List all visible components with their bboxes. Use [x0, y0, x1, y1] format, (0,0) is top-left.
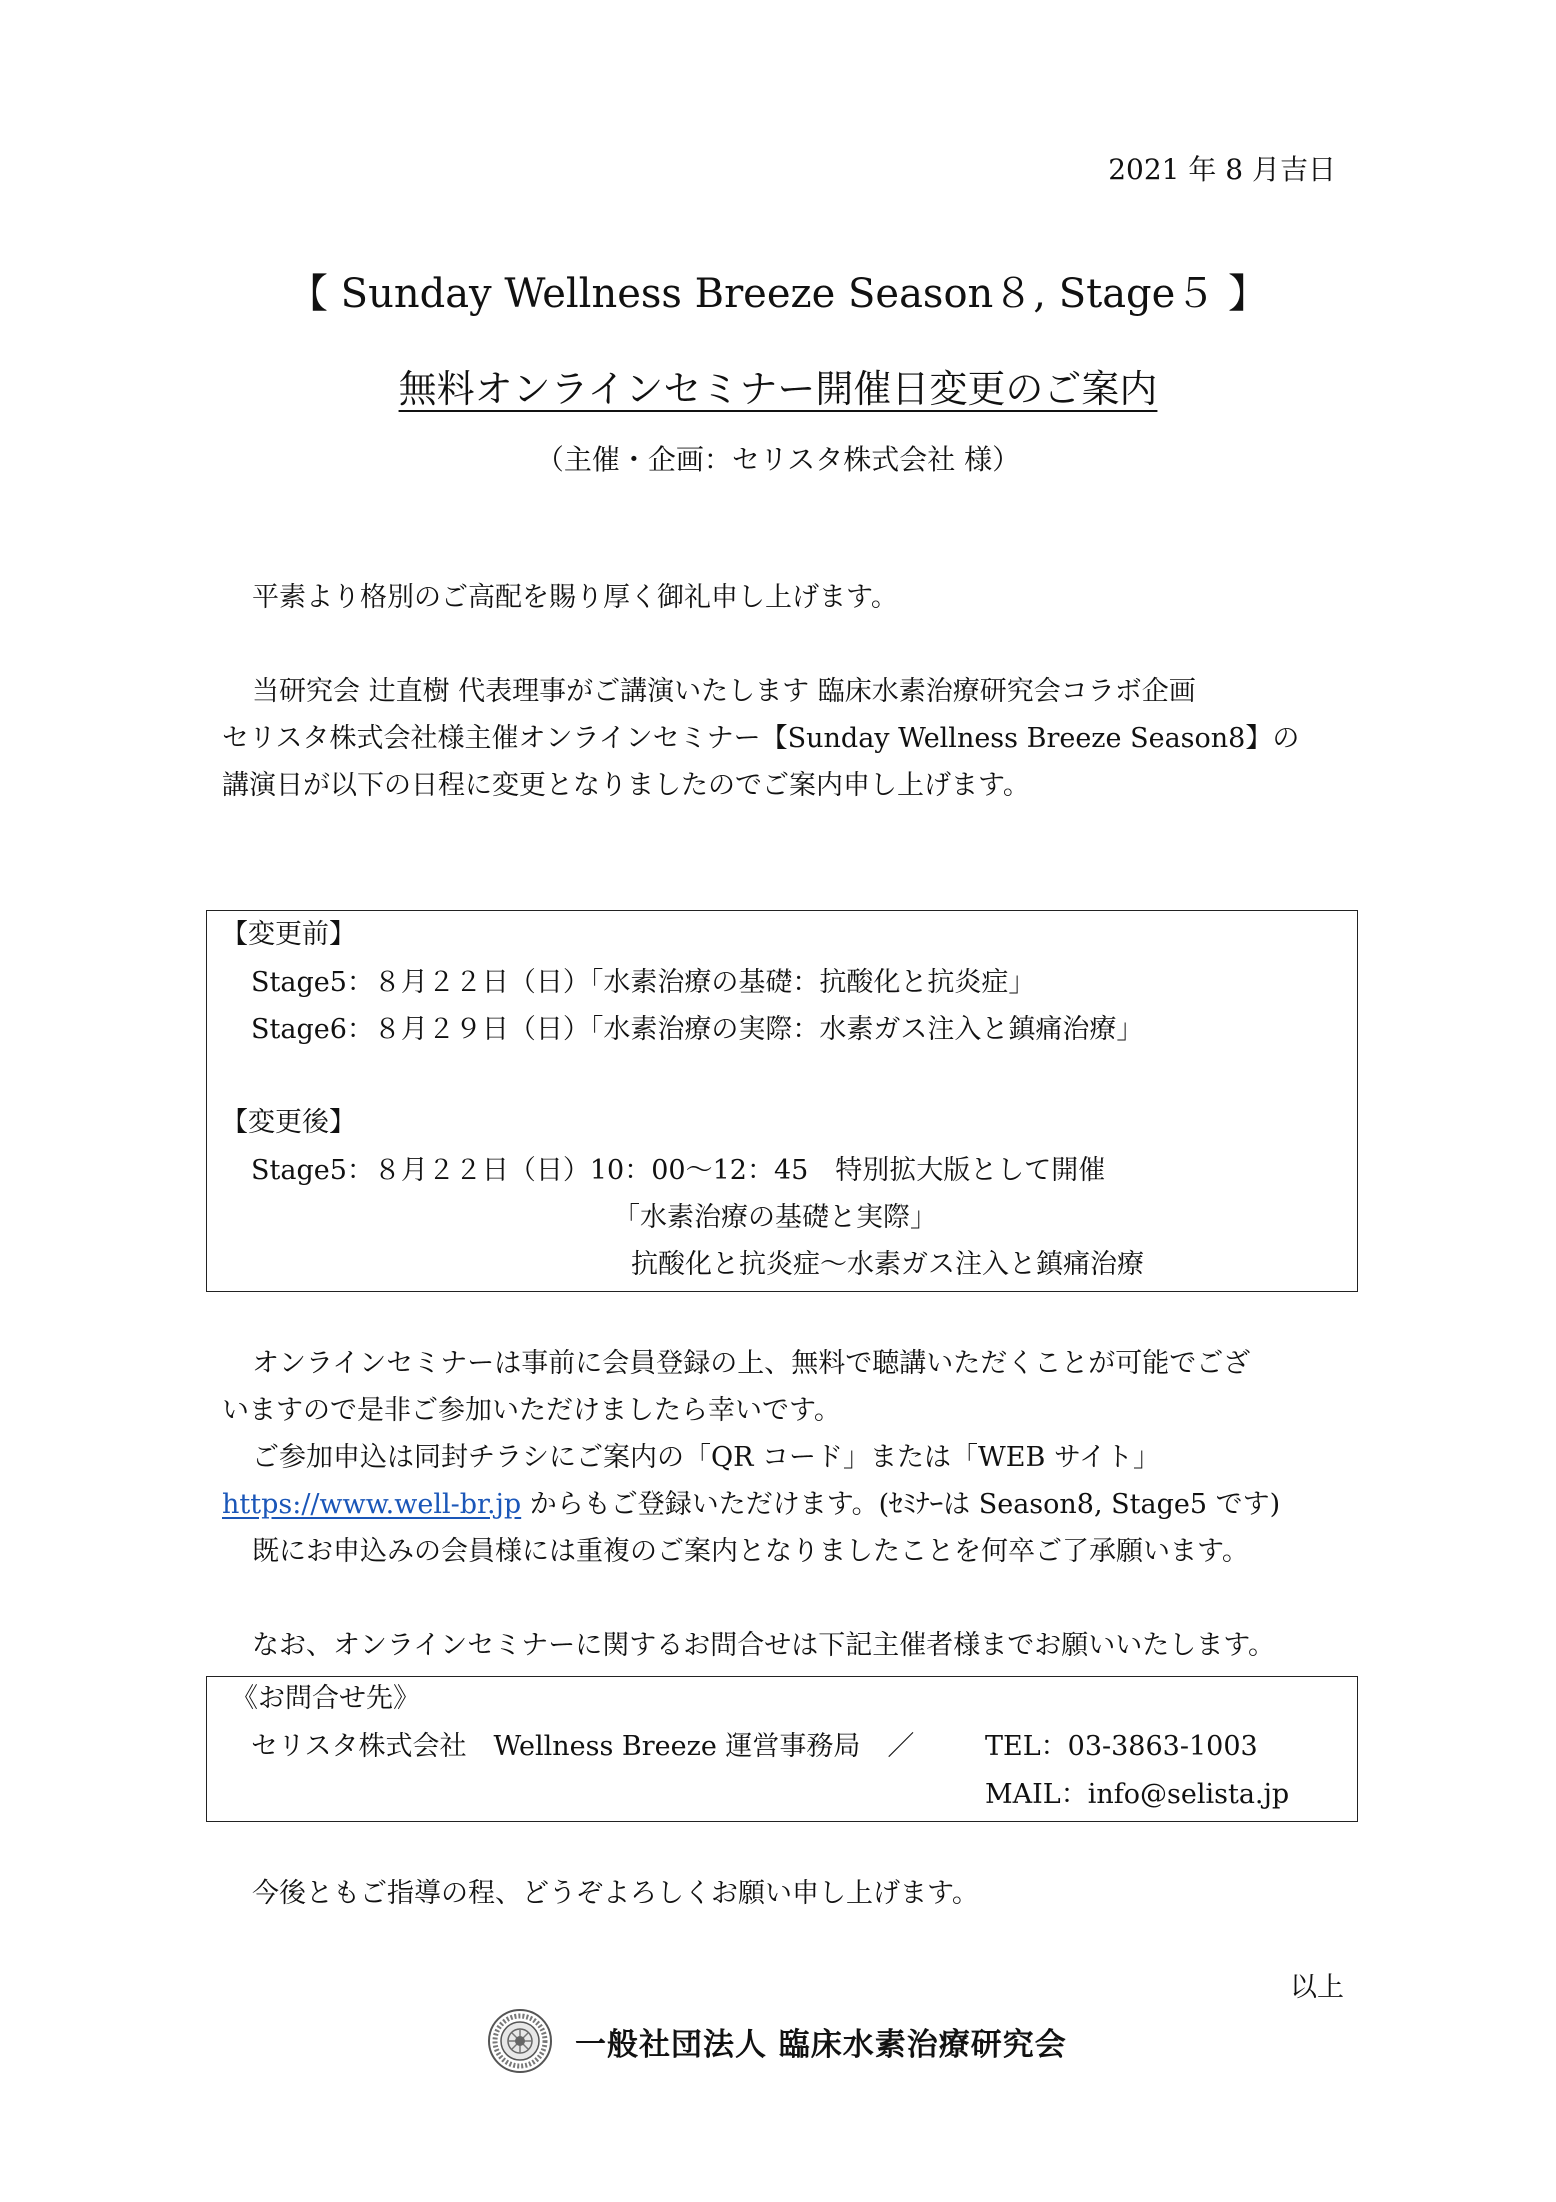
subtitle-text: 無料オンラインセミナー開催日変更のご案内	[398, 367, 1158, 411]
footer-logo	[487, 2008, 1067, 2074]
contact-mail: MAIL：info@selista.jp	[985, 1779, 1290, 1810]
closing-line: 今後ともご指導の程、どうぞよろしくお願い申し上げます。	[252, 1878, 979, 1909]
after-stage5-line: Stage5：８月２２日（日）10：00～12：45 特別拡大版として開催	[251, 1155, 1106, 1186]
body-para1-line2: いますので是非ご参加いただけましたら幸いです。	[222, 1395, 841, 1426]
body-para1-line1: オンラインセミナーは事前に会員登録の上、無料で聴講いただくことが可能でござ	[252, 1348, 1251, 1379]
before-heading: 【変更前】	[221, 919, 356, 950]
after-heading: 【変更後】	[221, 1107, 356, 1138]
document-date: 2021 年 8 月吉日	[1108, 153, 1336, 186]
contact-tel: TEL：03-3863-1003	[985, 1731, 1258, 1762]
contact-heading: 《お問合せ先》	[231, 1683, 420, 1714]
host-line: （主催・企画：セリスタ株式会社 様）	[535, 443, 1021, 476]
after-theme-line: 「水素治療の基礎と実際」	[613, 1202, 937, 1233]
intro-line-1: 当研究会 辻直樹 代表理事がご講演いたします 臨床水素治療研究会コラボ企画	[252, 676, 1196, 707]
after-detail-line: 抗酸化と抗炎症～水素ガス注入と鎮痛治療	[631, 1249, 1144, 1280]
body-para2-line2-text: からもご登録いただけます。(ｾﾐﾅｰは Season8, Stage5 です)	[521, 1489, 1281, 1520]
contact-box	[206, 1676, 1358, 1822]
intro-line-2: セリスタ株式会社様主催オンラインセミナー【Sunday Wellness Breeze Season8】の	[222, 723, 1300, 754]
schedule-change-box	[206, 910, 1358, 1292]
before-stage5-line: Stage5：８月２２日（日）「水素治療の基礎：抗酸化と抗炎症」	[251, 967, 1036, 998]
event-title: 【 Sunday Wellness Breeze Season８, Stage５ 】	[287, 271, 1269, 317]
footer-org-name: 一般社団法人 臨床水素治療研究会	[575, 2026, 1067, 2063]
body-para2-line1: ご参加申込は同封チラシにご案内の「QR コード」または「WEB サイト」	[252, 1442, 1161, 1473]
body-para2-line2	[222, 1485, 1280, 1525]
intro-line-3: 講演日が以下の日程に変更となりましたのでご案内申し上げます。	[222, 770, 1030, 801]
website-link[interactable]: https://www.well-br.jp	[222, 1489, 522, 1520]
contact-org: セリスタ株式会社 Wellness Breeze 運営事務局 ／	[251, 1731, 915, 1762]
end-mark: 以上	[1290, 1972, 1344, 2003]
before-stage6-line: Stage6：８月２９日（日）「水素治療の実際：水素ガス注入と鎮痛治療」	[251, 1014, 1144, 1045]
greeting-line: 平素より格別のご高配を賜り厚く御礼申し上げます。	[252, 582, 898, 613]
document-subtitle	[0, 358, 1556, 413]
seal-icon	[487, 2008, 553, 2074]
body-para4: なお、オンラインセミナーに関するお問合せは下記主催者様までお願いいたします。	[252, 1630, 1276, 1661]
body-para3: 既にお申込みの会員様には重複のご案内となりましたことを何卒ご了承願います。	[252, 1536, 1249, 1567]
